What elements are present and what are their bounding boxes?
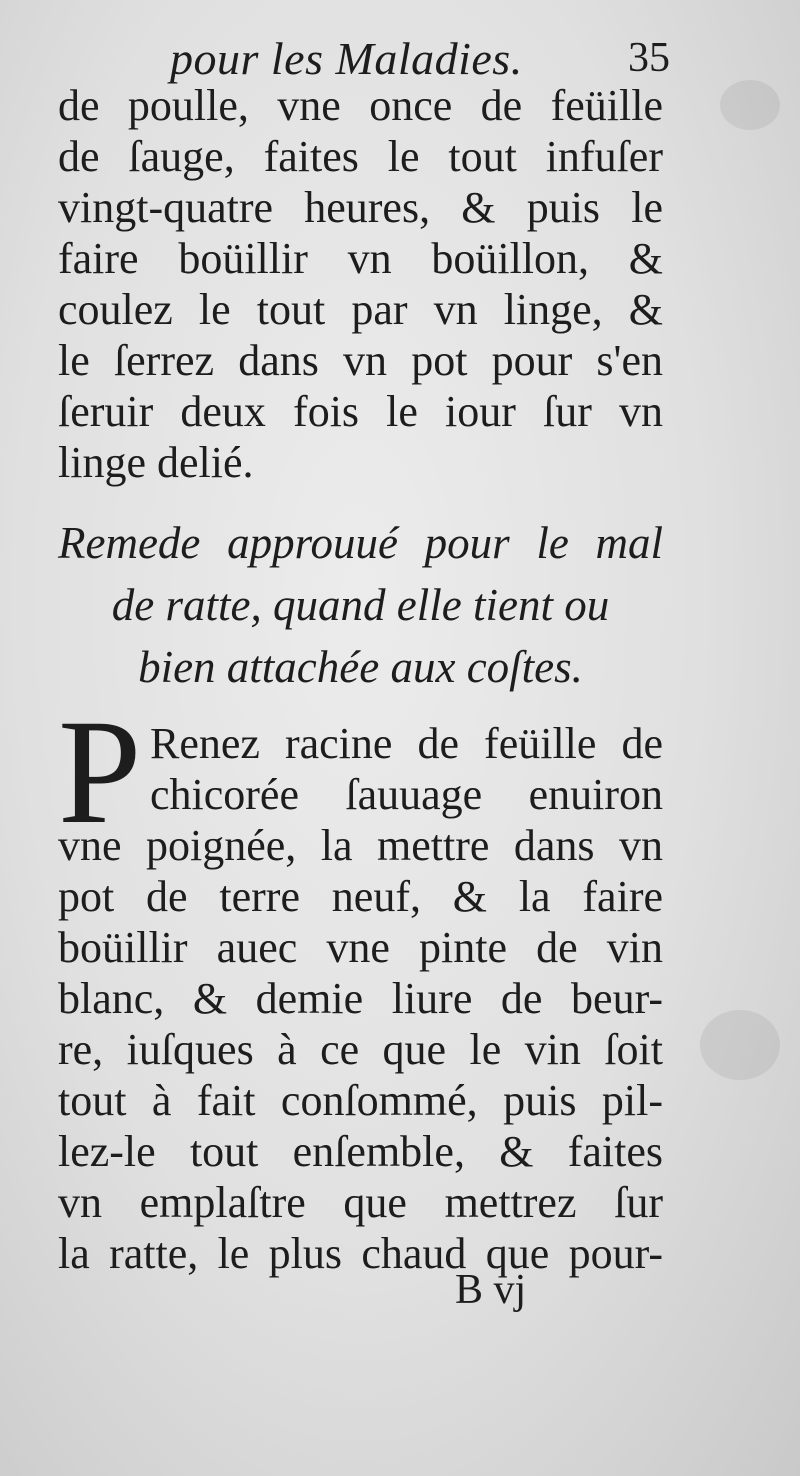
running-title: pour les Maladies. bbox=[170, 33, 523, 84]
heading-line: bien attachée aux coſtes. bbox=[138, 642, 583, 692]
text-line: coulez le tout par vn linge, & bbox=[58, 285, 663, 334]
section-heading bbox=[58, 512, 663, 698]
paragraph-2-opening bbox=[150, 718, 663, 820]
text-line: vne poignée, la mettre dans vn bbox=[58, 821, 663, 870]
paper-stain bbox=[700, 1010, 780, 1080]
text-line: pot de terre neuf, & la faire bbox=[58, 872, 663, 921]
text-line: chicorée ſauuage enuiron bbox=[150, 770, 663, 819]
text-line: faire boüillir vn boüillon, & bbox=[58, 234, 663, 283]
text-line: Renez racine de feüille de bbox=[150, 719, 663, 768]
text-line: la ratte, le plus chaud que pour- bbox=[58, 1229, 663, 1278]
paper-stain bbox=[720, 80, 780, 130]
page-number: 35 bbox=[628, 35, 670, 81]
text-line: vingt-quatre heures, & puis le bbox=[58, 183, 663, 232]
text-line: ſeruir deux fois le iour ſur vn bbox=[58, 387, 663, 436]
page-header bbox=[60, 26, 670, 86]
paragraph-1 bbox=[58, 80, 663, 488]
text-line: boüillir auec vne pinte de vin bbox=[58, 923, 663, 972]
paragraph-2 bbox=[58, 820, 663, 1279]
text-line: blanc, & demie liure de beur- bbox=[58, 974, 663, 1023]
text-line: re, iuſques à ce que le vin ſoit bbox=[58, 1025, 663, 1074]
text-line: le ſerrez dans vn pot pour s'en bbox=[58, 336, 663, 385]
heading-line: de ratte, quand elle tient ou bbox=[111, 580, 610, 630]
text-line: de ſauge, faites le tout infuſer bbox=[58, 132, 663, 181]
text-line: linge delié. bbox=[58, 438, 254, 487]
text-line: vn emplaſtre que mettrez ſur bbox=[58, 1178, 663, 1227]
catchword: B vj bbox=[455, 1267, 527, 1313]
heading-line: Remede approuué pour le mal bbox=[58, 518, 663, 568]
text-line: lez-le tout enſemble, & faites bbox=[58, 1127, 663, 1176]
text-line: de poulle, vne once de feüille bbox=[58, 81, 663, 130]
drop-cap: P bbox=[58, 689, 142, 855]
text-line: tout à fait conſommé, puis pil- bbox=[58, 1076, 663, 1125]
